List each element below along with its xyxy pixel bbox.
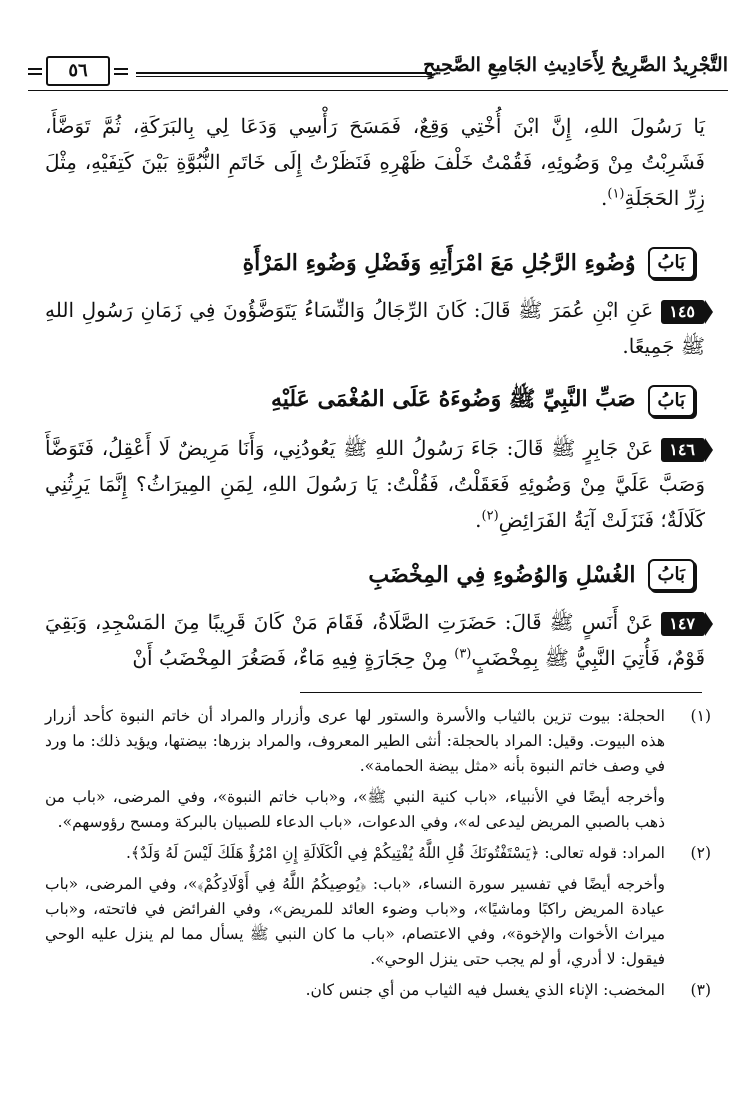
- continued-hadith-text: [45, 108, 705, 216]
- footnote-number: (٢): [690, 844, 711, 862]
- hadith-number-badge: ١٤٥: [661, 300, 705, 324]
- footnotes: [45, 704, 711, 1009]
- footnote-text: وأخرجه أيضًا في تفسير سورة النساء، «باب: ﴿يُوصِيكُمُ اللَّهُ فِي أَوْلَادِكُمْ﴾»، وفي المرضى، «باب عيادة المريض راكبًا وماشيًا»، و«باب وضوء العائد للمريض»، وفي الفرائض في فاتحته، و«باب ميراث الأخوات والإخوة»، وفي الاعتصام، «باب ما كان النبي ﷺ يسأل مما لم ينزل عليه الوحي فيقول: لا أدري، أو لم يجب حتى ينزل الوحي».: [45, 875, 665, 968]
- chapter-label-frame: بَابُ: [648, 385, 695, 417]
- ornament-bar-left: [28, 68, 42, 75]
- page-number: ٥٦: [46, 56, 110, 86]
- chapter-heading: [55, 552, 695, 598]
- chapter-title: صَبِّ النَّبِيِّ ﷺ وَضُوءَهُ عَلَى المُغْمَى عَلَيْهِ: [270, 386, 636, 412]
- header-rule: [136, 72, 432, 77]
- hadith-text: مِنْ حِجَارَةٍ فِيهِ مَاءٌ، فَصَغُرَ المِخْضَبُ أَنْ: [132, 646, 448, 670]
- footnote-separator: [300, 692, 702, 693]
- running-title: التَّجْرِيدُ الصَّرِيحُ لِأَحَادِيثِ الجَامِعِ الصَّحِيحِ: [423, 54, 728, 76]
- header-divider: [28, 90, 728, 91]
- footnote-text: الحجلة: بيوت تزين بالثياب والأسرة والستور لها عرى وأزرار والمراد أن خاتم النبوة كأحد أزرار هذه البيوت. وقيل: المراد بالحجلة: أنثى الطير المعروف، والمراد بزرها: بيضتها، ويؤيد ذلك: ما ورد في وصف خاتم النبوة بأنه «مثل بيضة الحمامة».: [45, 707, 665, 775]
- chapter-title: وُضُوءِ الرَّجُلِ مَعَ امْرَأَتِهِ وَفَضْلِ وَضُوءِ المَرْأَةِ: [242, 250, 636, 276]
- footnote-text: وأخرجه أيضًا في الأنبياء، «باب كنية النبي ﷺ»، و«باب خاتم النبوة»، وفي المرضى، «باب من ذهب بالصبي المريض ليدعى له»، وفي الدعوات، «باب الدعاء للصبيان بالبركة ومسح رؤوسهم».: [45, 788, 665, 831]
- footnote-body: [45, 978, 665, 1003]
- sentence-end: .: [601, 186, 608, 210]
- footnote-text: المراد: قوله تعالى: ﴿يَسْتَفْتُونَكَ قُلِ اللَّهُ يُفْتِيكُمْ فِي الْكَلَالَةِ إِنِ امْرُؤٌ هَلَكَ لَيْسَ لَهُ وَلَدٌ﴾.: [125, 844, 665, 862]
- hadith-145: [45, 292, 705, 364]
- hadith-text: يَا رَسُولَ اللهِ، إِنَّ ابْنَ أُخْتِي وَقِعٌ، فَمَسَحَ رَأْسِي وَدَعَا لِي بِالبَرَكَةِ، ثُمَّ تَوَضَّأَ، فَشَرِبْتُ مِنْ وَضُوئِهِ، فَقُمْتُ خَلْفَ ظَهْرِهِ فَنَظَرْتُ إِلَى خَاتَمِ النُّبُوَّةِ بَيْنَ كَتِفَيْهِ، مِثْلَ زِرِّ الحَجَلَةِ: [45, 114, 705, 210]
- page-number-frame: [28, 56, 128, 86]
- footnote-number: (٣): [690, 981, 711, 999]
- footnote-body: [45, 704, 665, 835]
- footnote-text: المخضب: الإناء الذي يغسل فيه الثياب من أي جنس كان.: [305, 981, 665, 999]
- hadith-number-badge: ١٤٧: [661, 612, 705, 636]
- chapter-title: الغُسْلِ وَالوُضُوءِ فِي المِخْضَبِ: [368, 562, 636, 588]
- chapter-heading: [55, 240, 695, 286]
- footnote-reference[interactable]: (١): [607, 186, 625, 202]
- footnote-reference[interactable]: (٣): [454, 646, 472, 662]
- footnote-reference[interactable]: (٢): [481, 508, 499, 524]
- chapter-heading: [55, 378, 695, 424]
- hadith-text: عَنْ جَابِرٍ ﷺ قَالَ: جَاءَ رَسُولُ اللهِ ﷺ يَعُودُنِي، وَأَنَا مَرِيضٌ لَا أَعْقِلُ، فَتَوَضَّأَ وَصَبَّ عَلَيَّ مِنْ وَضُوئِهِ فَعَقَلْتُ، فَقُلْتُ: يَا رَسُولَ اللهِ، لِمَنِ المِيرَاثُ؟ إِنَّمَا يَرِثُنِي كَلَالَةٌ؛ فَنَزَلَتْ آيَةُ الفَرَائِضِ: [45, 436, 705, 532]
- hadith-146: [45, 430, 705, 538]
- hadith-number-badge: ١٤٦: [661, 438, 705, 462]
- footnote: [45, 704, 711, 835]
- page-header: [28, 52, 728, 92]
- footnote: [45, 841, 711, 972]
- chapter-label-frame: بَابُ: [648, 559, 695, 591]
- footnote: [45, 978, 711, 1003]
- footnote-number: (١): [690, 707, 711, 725]
- hadith-147: [45, 604, 705, 676]
- chapter-label-frame: بَابُ: [648, 247, 695, 279]
- footnote-body: [45, 841, 665, 972]
- ornament-bar-right: [114, 68, 128, 75]
- hadith-text: عَنِ ابْنِ عُمَرَ ﷺ قَالَ: كَانَ الرِّجَالُ وَالنِّسَاءُ يَتَوَضَّؤُونَ فِي زَمَانِ رَسُولِ اللهِ ﷺ جَمِيعًا.: [45, 298, 705, 358]
- sentence-end: .: [475, 508, 482, 532]
- hadith-text: عَنْ أَنَسٍ ﷺ قَالَ: حَضَرَتِ الصَّلَاةُ، فَقَامَ مَنْ كَانَ قَرِيبًا مِنَ المَسْجِدِ، وَبَقِيَ قَوْمٌ، فَأُتِيَ النَّبِيُّ ﷺ بِمِخْضَبٍ: [45, 610, 705, 670]
